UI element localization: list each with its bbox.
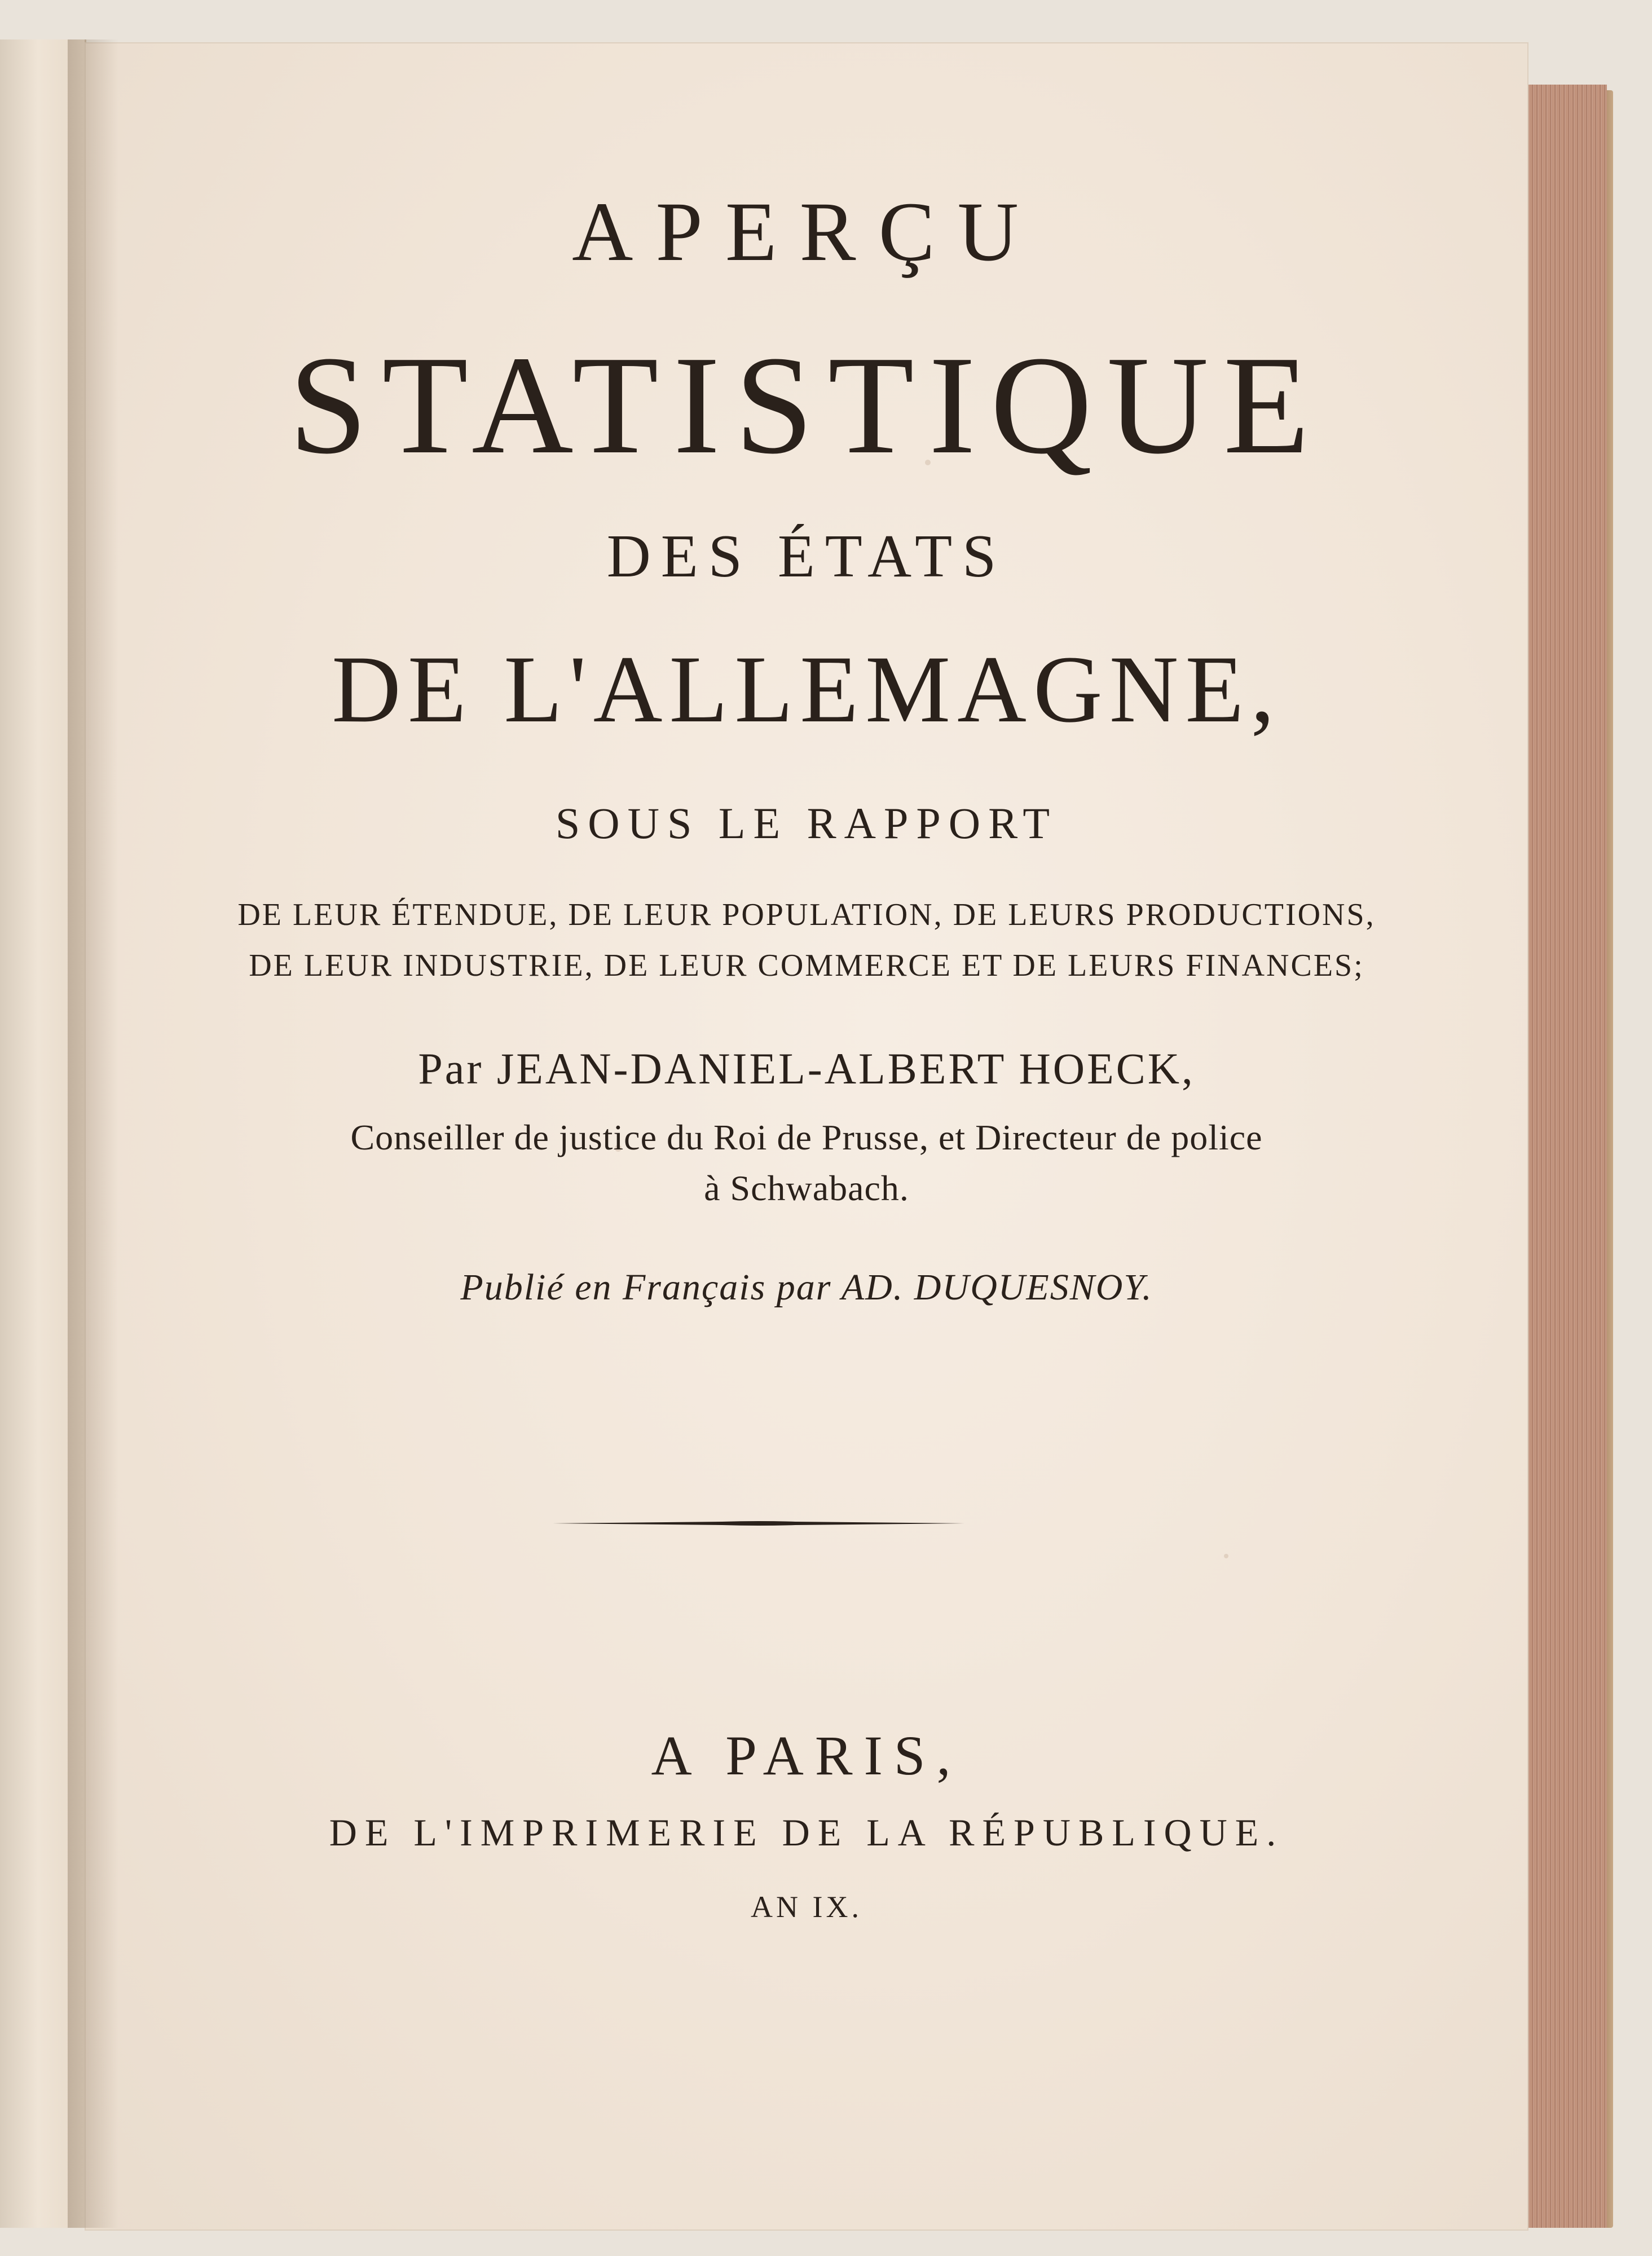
- author-line: Par JEAN-DANIEL-ALBERT HOECK,: [418, 1044, 1195, 1093]
- decorative-rule: [553, 1520, 964, 1527]
- page-fore-edge: [1523, 85, 1607, 2228]
- imprint-place: A PARIS,: [651, 1724, 962, 1787]
- gutter-shadow: [68, 39, 118, 2228]
- author-title-line-2: à Schwabach.: [704, 1168, 909, 1208]
- subtitle-sous-le-rapport: SOUS LE RAPPORT: [555, 799, 1058, 848]
- foxing-spot: [1224, 1554, 1228, 1558]
- imprint-year: AN IX.: [751, 1890, 862, 1924]
- title-des-etats: DES ÉTATS: [606, 523, 1007, 590]
- title-allemagne: DE L'ALLEMAGNE,: [332, 636, 1281, 742]
- title-page: [85, 42, 1528, 2231]
- publisher-line: Publié en Français par AD. DUQUESNOY.: [460, 1267, 1153, 1308]
- imprint-printer: DE L'IMPRIMERIE DE LA RÉPUBLIQUE.: [329, 1811, 1284, 1854]
- title-apercu: APERÇU: [572, 185, 1041, 279]
- author-title-line-1: Conseiller de justice du Roi de Prusse, et Directeur de police: [350, 1117, 1263, 1157]
- title-statistique: STATISTIQUE: [289, 327, 1324, 483]
- subjects-line-1: DE LEUR ÉTENDUE, DE LEUR POPULATION, DE LEURS PRODUCTIONS,: [237, 897, 1376, 932]
- subjects-line-2: DE LEUR INDUSTRIE, DE LEUR COMMERCE ET DE LEURS FINANCES;: [249, 948, 1364, 983]
